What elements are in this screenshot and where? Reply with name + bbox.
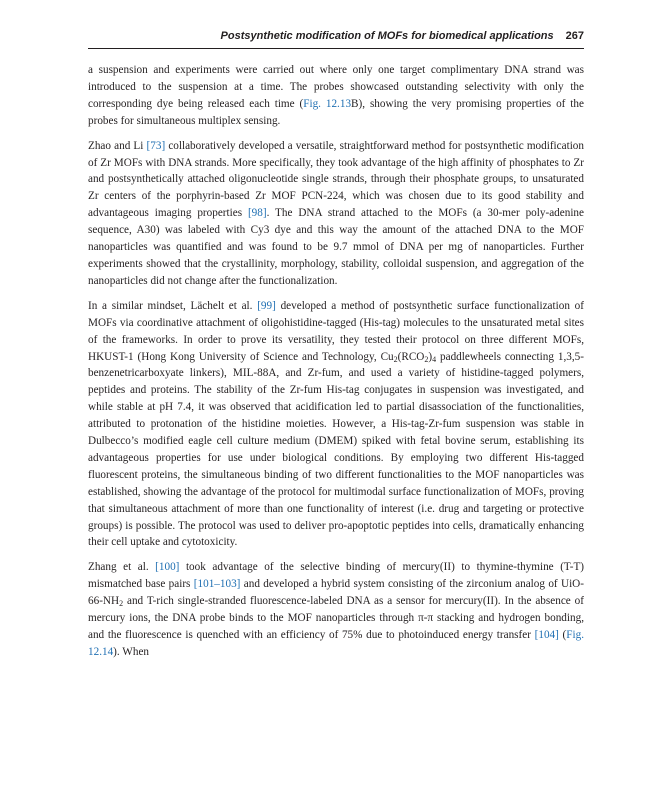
paragraph-2: Zhao and Li [73] collaboratively developed a versatile, straightforward method for postsynthetic modification of Zr MOFs with DNA strands. More specifically, they took advantage of the high affinity of phosphates to Zr and postsynthetically attached oligonucleotide single strands, through their phosphate groups, to unsaturated Zr centers of the porphyrin-based Zr MOF PCN-224, which was chosen due to its good stability and advantageous imaging properties [98]. The DNA strand attached to the MOFs (a 30-mer poly-adenine sequence, A30) was labeled with Cy3 dye and this way the amount of the attached DNA to the MOF nanoparticles was quantified and was found to be 9.7 mmol of DNA per mg of nanoparticles. Further experiments showed that the crystallinity, morphology, stability, colloidal suspension, and aggregation of the nanoparticles did not change after the functionalization. bbox=[88, 139, 584, 287]
citation-link[interactable]: [100] bbox=[155, 561, 180, 574]
figure-link[interactable]: Fig. 12.14 bbox=[88, 629, 584, 658]
citation-link[interactable]: [101–103] bbox=[193, 578, 241, 591]
citation-link[interactable]: [99] bbox=[257, 299, 276, 312]
page-number: 267 bbox=[565, 30, 584, 42]
paragraph-1: a suspension and experiments were carried out where only one target complimentary DNA strand was introduced to the suspension at a time. The probes showcased outstanding selectivity with only the corresponding dye being released each time (Fig. 12.13B), showing the very promising properties of the probes for simultaneous multiplex sensing. bbox=[88, 64, 584, 127]
body-text bbox=[88, 62, 584, 669]
running-header bbox=[88, 30, 584, 42]
paragraph-3: In a similar mindset, Lächelt et al. [99] developed a method of postsynthetic surface functionalization of MOFs via coordinative attachment of oligohistidine-tagged (His-tag) molecules to the unsaturated metal sites of the frameworks. In order to prove its versatility, they tested their protocol on three different MOFs, HKUST-1 (Hong Kong University of Science and Technology, $Cu_2(RCO_2)_4$ paddlewheels connecting 1,3,5-benzenetricarboxyate linkers), MIL-88A, and Zr-fum, and used a variety of histidine-tagged polymers, peptides and proteins. The stability of the Zr-fum His-tag conjugates in suspension was investigated, and while stable at pH 7.4, it was observed that acidification led to partial disassociation of the functionalities, attributed to protonation of the histidine moieties. However, a His-tag-Zr-fum suspension was stable in Dulbecco’s modified eagle cell culture medium (DMEM) spiked with fetal bovine serum, establishing its advantageous properties for use under biological conditions. By employing two different His-tagged fluorescent proteins, the simultaneous binding of two different functionalities to the MOF nanoparticles was established, showing the advantage of the protocol for multimodal surface functionalization of MOFs, proving that simultaneous attachment of more than one functionality of interest (i.e. drug and targeting or protective groups) is possible. The protocol was used to deliver pro-apoptotic peptides into cells, dramatically enhancing their cell uptake and cytotoxicity. bbox=[88, 299, 584, 549]
running-title: Postsynthetic modification of MOFs for biomedical applications bbox=[220, 30, 554, 42]
figure-link[interactable]: Fig. 12.13 bbox=[303, 97, 352, 110]
citation-link[interactable]: [98] bbox=[247, 207, 267, 220]
paragraph-4: Zhang et al. [100] took advantage of the selective binding of mercury(II) to thymine-thymine (T-T) mismatched base pairs [101–103] and developed a hybrid system consisting of the zirconium analog of UiO-$66-NH_2$ and T-rich single-stranded fluorescence-labeled DNA as a sensor for mercury(II). In the absence of mercury ions, the DNA probe binds to the MOF nanoparticles through π-π stacking and hydrogen bonding, and the fluorescence is quenched with an efficiency of 75% due to photoinduced energy transfer [104] (Fig. 12.14). When bbox=[88, 561, 585, 658]
citation-link[interactable]: [73] bbox=[146, 139, 166, 152]
citation-link[interactable]: [104] bbox=[534, 629, 559, 641]
header-rule bbox=[88, 48, 584, 49]
